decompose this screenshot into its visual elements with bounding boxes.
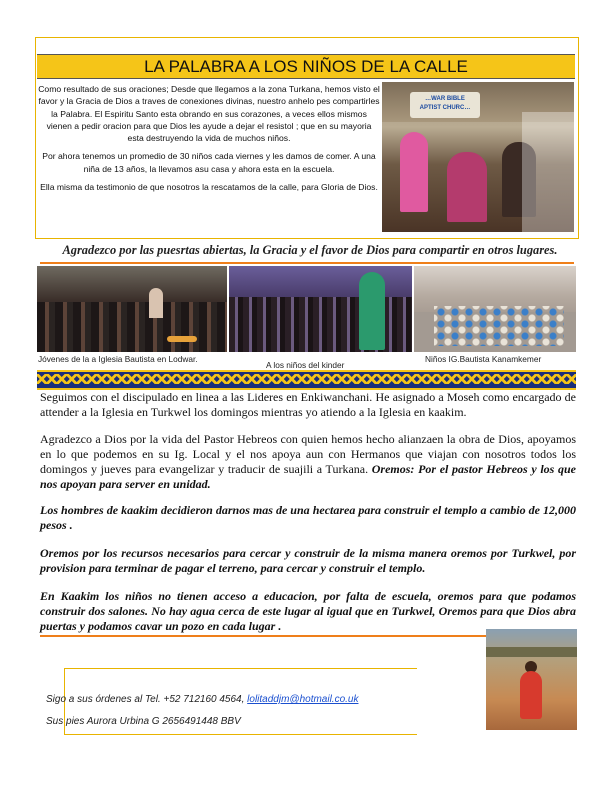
youth-church-photo <box>37 266 227 352</box>
kinder-children-photo <box>229 266 412 352</box>
prayer-request: Oremos: Por el pastor Hebreos y los que nos apoyan para server en unidad. <box>40 462 576 491</box>
page-title: LA PALABRA A LOS NIÑOS DE LA CALLE <box>37 54 575 79</box>
intro-text <box>38 83 380 199</box>
paragraph-pastor <box>40 432 576 492</box>
email-link[interactable]: lolitaddjm@hotmail.co.uk <box>247 694 359 705</box>
body-paragraph <box>40 390 576 420</box>
contact-phone: Sigo a sus órdenes al Tel. +52 712160 4564, <box>46 694 248 705</box>
caption-kids: Niños IG.Bautista Kanamkemer <box>425 354 542 364</box>
caption-kinder: A los niños del kinder <box>266 360 345 370</box>
contact-signature: Sus pies Aurora Urbina G 2656491448 BBV <box>46 716 241 727</box>
caption-youth: Jóvenes de la a Iglesia Bautista en Lodwar. <box>38 354 198 364</box>
thanks-line: Agradezco por las puesrtas abiertas, la Gracia y el favor de Dios para compartir en otros lugares. <box>62 243 558 257</box>
paragraph-discipulado: Seguimos con el discipulado en linea a las Lideres en Enkiwanchani. He asignado a Moseh como encargado de attender a la Iglesia en Turkwel los domingos mientras yo atiendo a la Iglesia en kaakim. <box>40 390 576 419</box>
girl-photo <box>486 629 577 730</box>
body-paragraph <box>40 432 576 492</box>
body-paragraph <box>40 589 576 634</box>
intro-paragraph: Como resultado de sus oraciones; Desde que llegamos a la zona Turkana, hemos visto el favor y la Gracia de Dios a traves de conexiones divinas, nuestro anhelo pes compartirles la Palabra. El Espiritu Santo esta obrando en sus corazones, a veces ellos mismos vienen a pedir oracion para que Dios les ayude a dejar el resistol ; que en su mayoria esta destruyendo la vida de muchos niños. <box>38 84 380 144</box>
paragraph-land: Los hombres de kaakim decidieron darnos mas de una hectarea para construir el templo a cambio de 12,000 pesos . <box>40 503 576 532</box>
kanamkemer-kids-photo <box>414 266 576 352</box>
body-paragraph <box>40 503 576 533</box>
paragraph-education: En Kaakim los niños no tienen acceso a educacion, por falta de escuela, oremos para que podamos construir dos salones. No hay agua cerca de este lugar al igual que en Turkwel, Oremos para que Dios abra puertas y podamos cavar un pozo en cada lugar . <box>40 589 576 633</box>
body-paragraph <box>40 546 576 576</box>
church-worship-photo <box>382 82 574 232</box>
paragraph-pastor-text: Agradezco a Dios por la vida del Pastor Hebreos con quien hemos hecho alianzaen la obra de Dios, apoyamos en lo que podemos en su Ig. Local y el nos apoya aun con Hermanos que viajan con nosotros todos los domingos y jueves para evangelizar y traducir de suajili a Turkana. <box>40 432 576 476</box>
church-banner: …WAR BIBLE APTIST CHURC… <box>410 92 480 118</box>
intro-paragraph: Por ahora tenemos un promedio de 30 niños cada viernes y les damos de comer. A una niña de 13 años, la llevamos asu casa y ahora esta en la escuela. <box>42 151 376 174</box>
contact-phone-line <box>46 694 358 705</box>
intro-paragraph: Ella misma da testimonio de que nosotros la rescatamos de la calle, para Gloria de Dios. <box>40 182 378 193</box>
divider <box>40 262 574 264</box>
bead-pattern-divider <box>37 370 576 390</box>
paragraph-resources: Oremos por los recursos necesarios para cercar y construir de la misma manera oremos por Turkwel, por provision para terminar de pagar el terreno, para cercar y construir el templo. <box>40 546 576 575</box>
